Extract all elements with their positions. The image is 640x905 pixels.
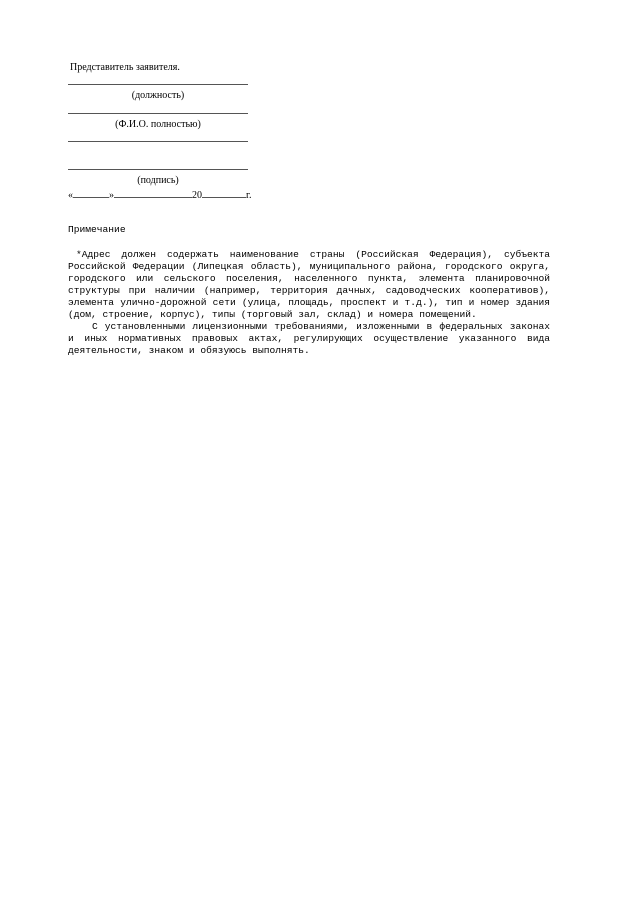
representative-heading: Представитель заявителя. [70,62,180,73]
extra-line [68,141,248,142]
month-blank [114,188,192,198]
position-label: (должность) [131,90,185,101]
date-year-suffix: г. [246,190,252,201]
date-century: 20 [192,190,202,201]
signature-line [68,169,248,170]
day-blank [73,188,109,198]
license-requirements-paragraph: С установленными лицензионными требованиями, изложенными в федеральных законах и иных нормативных правовых актах, регулирующих осуществление указанного вида деятельности, знаком и обязуюсь выполнять. [68,321,550,356]
date-open-quote: « [68,190,73,201]
fio-line [68,113,248,114]
date-row [68,188,251,201]
note-title: Примечание [68,224,126,235]
date-close-quote: » [109,190,114,201]
signature-label: (подпись) [137,175,179,186]
note-text [68,249,550,357]
position-line [68,84,248,85]
fio-label: (Ф.И.О. полностью) [115,119,201,130]
address-note-paragraph: *Адрес должен содержать наименование страны (Российская Федерация), субъекта Российской Федерации (Липецкая область), муниципального района, городского округа, городского или сельского поселения, населенного пункта, элемента планировочной структуры при наличии (например, территория дачных, садоводческих кооперативов), элемента улично-дорожной сети (улица, площадь, проспект и т.д.), тип и номер здания (дом, строение, корпус), типы (торговый зал, склад) и номера помещений. [68,249,550,320]
year-blank [202,188,246,198]
